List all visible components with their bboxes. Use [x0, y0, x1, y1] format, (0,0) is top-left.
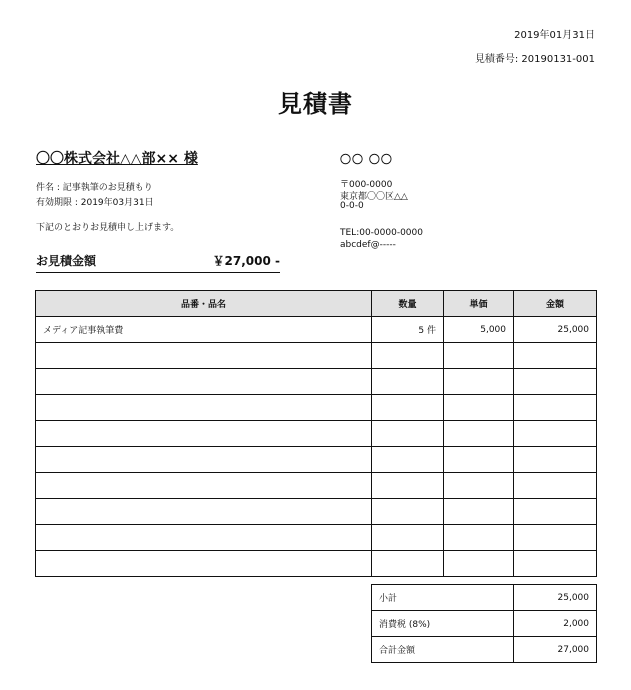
column-header-unit-price: 単価: [444, 291, 514, 317]
cell-amount: [514, 447, 597, 473]
total-row: [372, 637, 597, 663]
document-number: 見積番号: 20190131-001: [474, 54, 595, 65]
cell-amount: [514, 499, 597, 525]
tax-label: 消費税 (8%): [372, 611, 514, 637]
table-row: [36, 369, 597, 395]
line-items-table: [35, 290, 597, 577]
tax-value: 2,000: [514, 611, 597, 637]
cell-item: [36, 447, 372, 473]
table-row: [36, 551, 597, 577]
estimate-amount-label: お見積金額: [36, 254, 97, 268]
cell-item: [36, 369, 372, 395]
client-name: 〇〇株式会社△△部×× 様: [36, 151, 198, 167]
cell-unit-price: [444, 343, 514, 369]
issuer-tel: TEL:00-0000-0000: [340, 228, 423, 238]
cell-unit-price: [444, 525, 514, 551]
cell-item: [36, 499, 372, 525]
subtotal-label: 小計: [372, 585, 514, 611]
page-title: 見積書: [278, 90, 353, 118]
table-header-row: [36, 291, 597, 317]
cell-quantity: 5 件: [372, 317, 444, 343]
table-row: [36, 317, 597, 343]
total-label: 合計金額: [372, 637, 514, 663]
validity-line: 有効期限 : 2019年03月31日: [36, 198, 154, 208]
column-header-quantity: 数量: [372, 291, 444, 317]
issuer-address-2: 0-0-0: [340, 201, 364, 211]
column-header-amount: 金額: [514, 291, 597, 317]
cell-quantity: [372, 525, 444, 551]
cell-quantity: [372, 447, 444, 473]
issuer-email: abcdef@-----: [340, 240, 396, 250]
cell-item: メディア記事執筆費: [36, 317, 372, 343]
tax-row: [372, 611, 597, 637]
issue-date: 2019年01月31日: [514, 30, 595, 41]
column-header-item: 品番・品名: [36, 291, 372, 317]
subject-line: 件名 : 記事執筆のお見積もり: [36, 183, 153, 193]
issuer-name: 〇〇 〇〇: [340, 153, 393, 166]
table-row: [36, 421, 597, 447]
table-row: [36, 525, 597, 551]
cell-item: [36, 343, 372, 369]
cell-unit-price: [444, 369, 514, 395]
estimate-amount-value: ￥27,000 -: [212, 254, 280, 268]
cell-unit-price: [444, 395, 514, 421]
cell-item: [36, 525, 372, 551]
cell-amount: [514, 395, 597, 421]
totals-table: [371, 584, 597, 663]
cell-unit-price: [444, 551, 514, 577]
cell-quantity: [372, 343, 444, 369]
table-row: [36, 447, 597, 473]
subtotal-value: 25,000: [514, 585, 597, 611]
subtotal-row: [372, 585, 597, 611]
cell-quantity: [372, 473, 444, 499]
cell-quantity: [372, 369, 444, 395]
issuer-postal: 〒000-0000: [340, 180, 393, 190]
cell-unit-price: [444, 421, 514, 447]
cell-amount: 25,000: [514, 317, 597, 343]
cell-item: [36, 473, 372, 499]
cell-amount: [514, 369, 597, 395]
table-row: [36, 499, 597, 525]
cell-amount: [514, 473, 597, 499]
cell-amount: [514, 421, 597, 447]
cell-unit-price: [444, 473, 514, 499]
cell-amount: [514, 551, 597, 577]
total-value: 27,000: [514, 637, 597, 663]
cell-unit-price: [444, 499, 514, 525]
cell-amount: [514, 343, 597, 369]
estimate-amount: [36, 252, 280, 273]
cell-quantity: [372, 551, 444, 577]
cell-unit-price: [444, 447, 514, 473]
cell-quantity: [372, 395, 444, 421]
table-row: [36, 473, 597, 499]
table-row: [36, 395, 597, 421]
cell-item: [36, 395, 372, 421]
issuer-address-1: 東京都〇〇区△△: [340, 192, 408, 202]
cell-unit-price: 5,000: [444, 317, 514, 343]
table-row: [36, 343, 597, 369]
cell-quantity: [372, 499, 444, 525]
cell-amount: [514, 525, 597, 551]
cell-item: [36, 421, 372, 447]
cell-item: [36, 551, 372, 577]
cell-quantity: [372, 421, 444, 447]
intro-note: 下記のとおりお見積申し上げます。: [36, 223, 180, 233]
